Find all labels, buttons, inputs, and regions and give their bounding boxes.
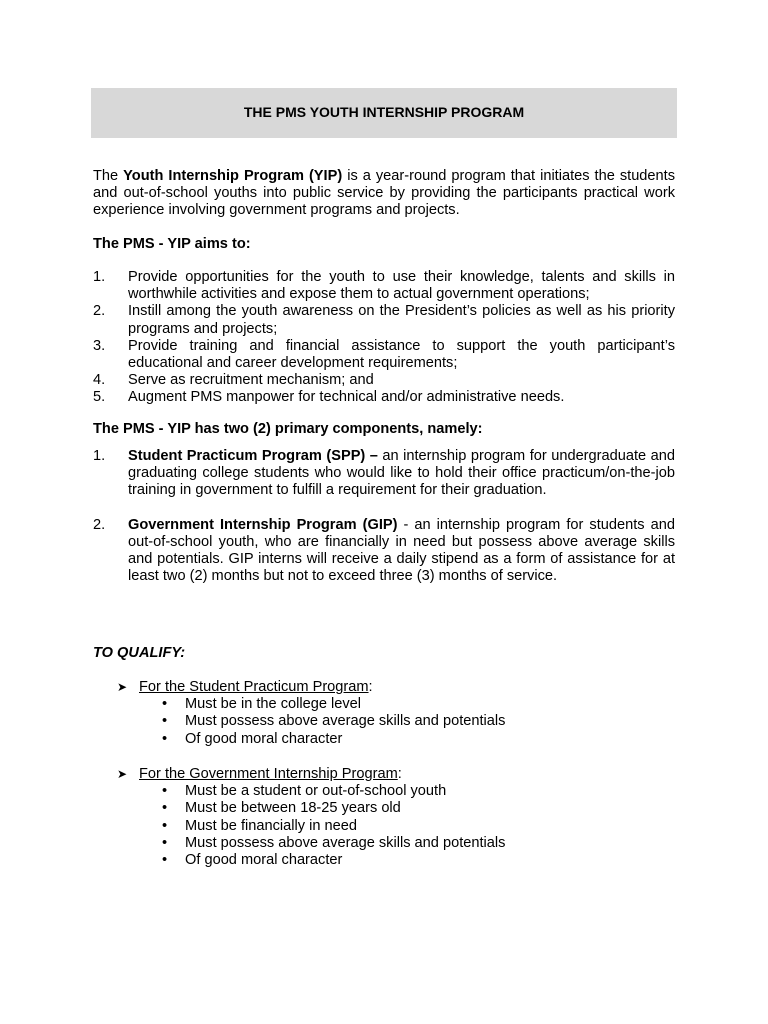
requirement-text: Must possess above average skills and potentials	[185, 834, 506, 851]
component-name: Student Practicum Program (SPP) –	[128, 448, 378, 464]
bullet-dot-icon: •	[162, 783, 168, 800]
list-item	[117, 800, 677, 817]
intro-post: is a year-round program that initiates the students and out-of-school youths into public service by providing the participants practical work experience involving government programs and projects.	[93, 168, 676, 219]
list-item	[93, 338, 675, 372]
component-description: - an internship program for students and out-of-school youth, who are financially in need but possess above average skills and potentials. GIP interns will receive a daily stipend as a form of assistance for at least two (2) months but not to exceed three (3) months of service.	[128, 516, 675, 585]
list-item	[93, 448, 675, 500]
list-item	[117, 696, 677, 713]
title-banner	[91, 88, 677, 138]
requirement-text: Must be in the college level	[185, 696, 362, 713]
arrow-bullet-icon: ➤	[117, 767, 128, 781]
bullet-dot-icon: •	[162, 817, 168, 834]
requirement-text: Must be a student or out-of-school youth	[185, 783, 447, 800]
requirement-text: Must be financially in need	[185, 817, 357, 834]
item-text: Provide training and financial assistance to support the youth participant’s educational and career development requirements;	[128, 337, 675, 372]
bullet-dot-icon: •	[162, 834, 168, 851]
item-number: 1.	[93, 448, 106, 464]
bullet-dot-icon: •	[162, 696, 168, 713]
item-number: 1.	[93, 269, 106, 285]
requirement-text: Must possess above average skills and potentials	[185, 713, 506, 730]
requirement-text: Must be between 18-25 years old	[185, 800, 401, 817]
list-item	[93, 389, 675, 406]
item-text	[128, 517, 675, 586]
item-text: Provide opportunities for the youth to use their knowledge, talents and skills in worthwhile activities and expose them to actual government operations;	[128, 269, 675, 303]
bullet-dot-icon: •	[162, 852, 168, 869]
arrow-bullet-icon: ➤	[117, 680, 128, 694]
qualify-label-suffix: :	[397, 766, 402, 782]
list-item	[117, 818, 677, 835]
list-item	[93, 517, 675, 586]
intro-paragraph	[93, 168, 675, 220]
component-description: an internship program for undergraduate and graduating college students who would like to hold their office practicum/on-the-job training in government to fulfill a requirement for their graduation.	[128, 448, 675, 499]
item-text: Serve as recruitment mechanism; and	[128, 372, 374, 389]
item-number: 5.	[93, 389, 106, 406]
bullet-dot-icon: •	[162, 713, 168, 730]
bullet-dot-icon: •	[162, 800, 168, 817]
aims-heading: The PMS - YIP aims to:	[93, 236, 251, 252]
list-item	[117, 731, 677, 748]
item-text	[128, 448, 675, 500]
item-text: Instill among the youth awareness on the President’s policies as well as his priority programs and projects;	[128, 303, 675, 337]
intro-pre: The	[93, 168, 124, 184]
item-text: Augment PMS manpower for technical and/or administrative needs.	[128, 389, 565, 406]
list-item	[117, 852, 677, 869]
qualify-label-suffix: :	[368, 679, 373, 695]
aims-list	[93, 269, 675, 407]
qualify-label-text: For the Student Practicum Program	[139, 679, 369, 695]
requirement-text: Of good moral character	[185, 852, 343, 869]
qualify-section-title	[117, 679, 677, 696]
qualify-section-spp	[117, 679, 677, 748]
list-item	[117, 835, 677, 852]
bullet-dot-icon: •	[162, 730, 168, 747]
item-number: 3.	[93, 337, 106, 354]
list-item	[93, 372, 675, 389]
component-name: Government Internship Program (GIP)	[128, 516, 398, 533]
qualify-heading: TO QUALIFY:	[93, 645, 186, 661]
list-item	[117, 783, 677, 800]
qualify-section-gip	[117, 766, 677, 869]
item-number: 4.	[93, 372, 106, 389]
qualify-section-label	[139, 679, 373, 696]
list-item	[93, 269, 675, 303]
requirement-text: Of good moral character	[185, 730, 343, 747]
intro-program-name: Youth Internship Program (YIP)	[123, 168, 343, 184]
requirements-list	[117, 783, 677, 869]
page-title: THE PMS YOUTH INTERNSHIP PROGRAM	[243, 104, 525, 121]
requirements-list	[117, 696, 677, 748]
item-number: 2.	[93, 303, 106, 320]
components-heading: The PMS - YIP has two (2) primary components, namely:	[93, 421, 483, 437]
components-list	[93, 448, 675, 585]
list-item	[117, 713, 677, 730]
qualify-section-label	[139, 766, 402, 783]
qualify-label-text: For the Government Internship Program	[139, 766, 398, 782]
list-item	[93, 303, 675, 337]
item-number: 2.	[93, 516, 106, 533]
qualify-section-title	[117, 766, 677, 783]
